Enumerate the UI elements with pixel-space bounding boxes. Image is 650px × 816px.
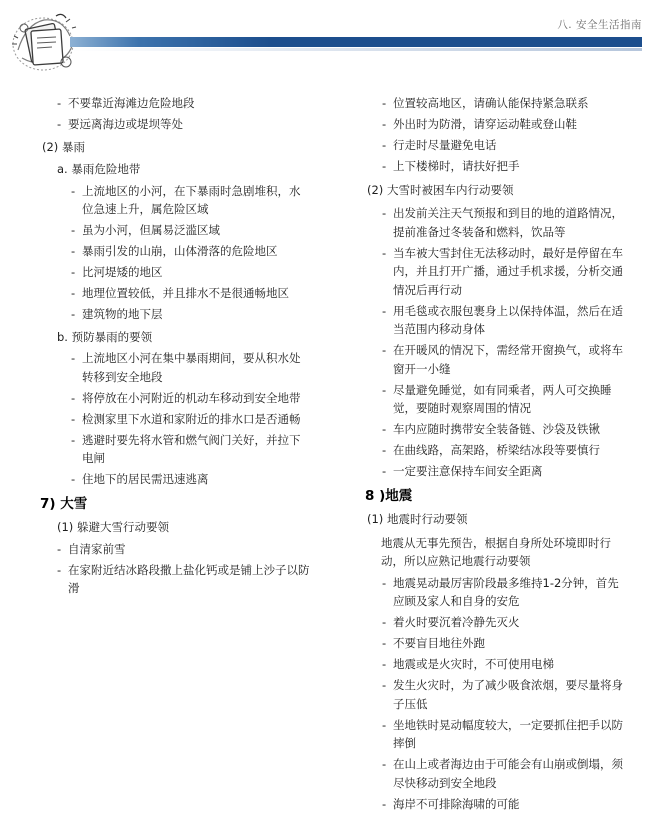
list-item: - 逃避时要先将水管和燃气阀门关好，并拉下电闸 [70,431,310,468]
list-item: - 一定要注意保持车间安全距离 [381,462,630,481]
list-item: - 坐地铁时晃动幅度较大，一定要抓住把手以防摔倒 [381,716,630,753]
subsection-heading: a. 暴雨危险地带 [57,162,141,176]
left-column [40,94,310,600]
subsection-heading: (2) 大雪时被困车内行动要领 [367,182,514,197]
list-item: - 在家附近结冰路段撒上盐化钙或是铺上沙子以防滑 [56,561,310,598]
list-item: - 将停放在小河附近的机动车移动到安全地带 [70,389,310,408]
list-item: - 当车被大雪封住无法移动时，最好是停留在车内，并且打开广播，通过手机求援，分析交通情况后再行动 [381,244,630,300]
subsection-heading: (1) 地震时行动要领 [367,512,468,526]
list-item: - 不要靠近海滩边危险地段 [56,94,310,113]
list-item: - 住地下的居民需迅速逃离 [70,470,310,489]
list-item: - 尽量避免睡觉，如有同乘者，两人可交换睡觉，要随时观察周围的情况 [381,381,630,418]
list-item: - 上下楼梯时，请扶好把手 [381,157,630,176]
list-item: - 上流地区小河在集中暴雨期间，要从积水处转移到安全地段 [70,349,310,386]
intro-paragraph: 地震从无事先预告，根据自身所处环境即时行动，所以应熟记地震行动要领 [381,535,611,568]
list-item: - 自清家前雪 [56,540,310,559]
right-column [362,94,630,816]
list-item: - 不要盲目地往外跑 [381,634,630,653]
subsection-heading: (1) 躲避大雪行动要领 [57,520,169,534]
list-item: - 车内应随时携带安全装备链、沙袋及铁锹 [381,420,630,439]
list-item: - 海岸不可排除海啸的可能 [381,795,630,814]
list-item: - 建筑物的地下层 [70,305,310,324]
list-item: - 要远离海边或堤坝等处 [56,115,310,134]
list-item: - 在山上或者海边由于可能会有山崩或倒塌，须尽快移动到安全地段 [381,755,630,792]
list-item: - 外出时为防滑，请穿运动鞋或登山鞋 [381,115,630,134]
list-item: - 用毛毯或衣服包裹身上以保持体温，然后在适当范围内移动身体 [381,302,630,339]
list-item: - 在开暖风的情况下，需经常开窗换气，或将车窗开一小缝 [381,341,630,378]
list-item: - 地震或是火灾时，不可使用电梯 [381,655,630,674]
section-heading: 8 )地震 [365,487,413,504]
list-item: - 比河堤矮的地区 [70,263,310,282]
list-item: - 检测家里下水道和家附近的排水口是否通畅 [70,410,310,429]
list-item: - 虽为小河，但属易泛滥区域 [70,221,310,240]
section-heading: 7) 大雪 [40,495,88,512]
book-illustration-icon [6,6,80,76]
header-bar [70,37,642,47]
subsection-heading: (2) 暴雨 [42,139,85,154]
list-item: - 地理位置较低，并且排水不是很通畅地区 [70,284,310,303]
list-item: - 出发前关注天气预报和到目的地的道路情况，提前准备过冬装备和燃料，饮品等 [381,204,630,241]
list-item: - 行走时尽量避免电话 [381,136,630,155]
list-item: - 地震晃动最厉害阶段最多维持1-2分钟，首先应顾及家人和自身的安危 [381,574,630,611]
chapter-title: 八. 安全生活指南 [557,19,642,31]
list-item: - 在曲线路，高架路，桥梁结冰段等要慎行 [381,441,630,460]
header-bar-shadow [70,48,642,51]
page-header [0,0,650,80]
list-item: - 着火时要沉着冷静先灭火 [381,613,630,632]
list-item: - 位置较高地区，请确认能保持紧急联系 [381,94,630,113]
list-item: - 上流地区的小河，在下暴雨时急剧堆积，水位急速上升，属危险区域 [70,182,310,219]
list-item: - 暴雨引发的山崩，山体滑落的危险地区 [70,242,310,261]
subsection-heading: b. 预防暴雨的要领 [57,329,153,344]
list-item: - 发生火灾时，为了减少吸食浓烟，要尽量将身子压低 [381,676,630,713]
